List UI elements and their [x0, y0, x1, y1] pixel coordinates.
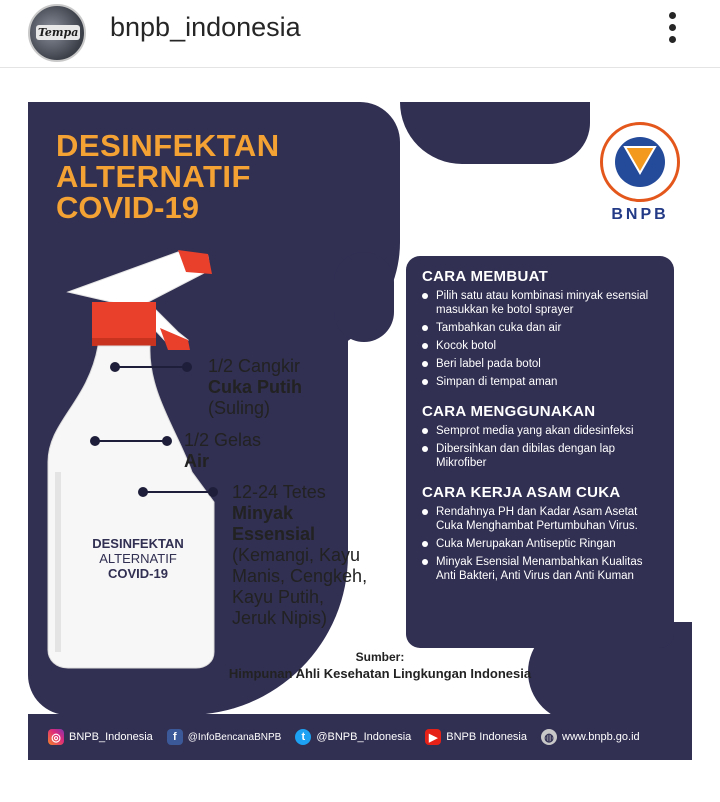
- ingredient-3: [232, 482, 367, 629]
- pointer-dot: [182, 362, 192, 372]
- footer-twitter: [295, 729, 411, 745]
- ingredient-3-amount: 12-24 Tetes: [232, 482, 326, 502]
- cara-menggunakan-list: [422, 424, 662, 470]
- cara-kerja-list: [422, 505, 662, 583]
- ingredient-1-note: (Suling): [208, 398, 271, 418]
- ingredient-3-name2: Essensial: [232, 524, 316, 544]
- title-line-2: ALTERNATIF: [56, 159, 251, 194]
- title-line-3: COVID-19: [56, 190, 199, 225]
- twitter-icon: t: [295, 729, 311, 745]
- list-item: Minyak Esensial Menambahkan Kualitas Anti Bakteri, Anti Virus dan Anti Kuman: [422, 555, 662, 583]
- username-link[interactable]: bnpb_indonesia: [110, 12, 301, 42]
- list-item: Cuka Merupakan Antiseptic Ringan: [422, 537, 662, 551]
- background-shape: [334, 252, 394, 342]
- footer-youtube: [425, 729, 527, 745]
- ingredient-1: [208, 356, 302, 419]
- ingredient-2-name: Air: [184, 451, 210, 471]
- ingredient-3-note4: Jeruk Nipis): [232, 608, 328, 628]
- globe-icon: ◍: [541, 729, 557, 745]
- ingredient-1-name: Cuka Putih: [208, 377, 303, 397]
- pointer-line: [94, 440, 166, 442]
- list-item: Dibersihkan dan dibilas dengan lap Mikrofiber: [422, 442, 662, 470]
- avatar-text: Tempa: [38, 26, 79, 39]
- footer-website: [541, 729, 640, 745]
- instructions-panel: [406, 256, 674, 648]
- list-item: Beri label pada botol: [422, 357, 662, 371]
- source-label: Sumber:: [355, 650, 405, 664]
- more-options-icon[interactable]: [664, 12, 680, 48]
- poster-title: [56, 130, 280, 223]
- avatar[interactable]: [28, 4, 86, 62]
- logo-text: BNPB: [611, 206, 669, 223]
- list-item: Tambahkan cuka dan air: [422, 321, 662, 335]
- bnpb-logo-icon: [600, 122, 680, 202]
- website-url: www.bnpb.go.id: [562, 731, 640, 743]
- section-title-cara-kerja: CARA KERJA ASAM CUKA: [422, 484, 621, 501]
- list-item: Semprot media yang akan didesinfeksi: [422, 424, 662, 438]
- instagram-handle: BNPB_Indonesia: [69, 731, 153, 743]
- list-item: Pilih satu atau kombinasi minyak esensial masukkan ke botol sprayer: [422, 289, 662, 317]
- bottle-label-line-2: ALTERNATIF: [99, 551, 177, 566]
- bottle-label-line-3: COVID-19: [108, 566, 168, 581]
- list-item: Simpan di tempat aman: [422, 375, 662, 389]
- facebook-handle: @InfoBencanaBNPB: [187, 731, 282, 743]
- bottle-label-line-1: DESINFEKTAN: [92, 536, 184, 551]
- twitter-handle: @BNPB_Indonesia: [316, 731, 412, 743]
- ingredient-3-note2: Manis, Cengkeh,: [232, 566, 368, 586]
- instagram-icon: ◎: [48, 729, 64, 745]
- ingredient-2-amount: 1/2 Gelas: [184, 430, 262, 450]
- post-image: [28, 102, 692, 776]
- ingredient-3-name: Minyak: [232, 503, 294, 523]
- section-title-cara-menggunakan: CARA MENGGUNAKAN: [422, 403, 596, 420]
- title-line-1: DESINFEKTAN: [56, 128, 280, 163]
- ingredient-3-note3: Kayu Putih,: [232, 587, 325, 607]
- post-header: [0, 0, 720, 68]
- pointer-dot: [208, 487, 218, 497]
- list-item: Rendahnya PH dan Kadar Asam Asetat Cuka Menghambat Pertumbuhan Virus.: [422, 505, 662, 533]
- bottle-label: [68, 536, 208, 581]
- ingredient-3-note1: (Kemangi, Kayu: [232, 545, 361, 565]
- background-shape: [400, 102, 590, 164]
- source-credit: [28, 650, 692, 681]
- footer-facebook: [167, 729, 282, 745]
- pointer-line: [142, 491, 212, 493]
- facebook-icon: f: [167, 729, 183, 745]
- footer-instagram: [48, 729, 153, 745]
- ingredient-1-amount: 1/2 Cangkir: [208, 356, 301, 376]
- ingredient-2: [184, 430, 261, 472]
- source-text: Himpunan Ahli Kesehatan Lingkungan Indonesia: [228, 666, 532, 681]
- pointer-line: [114, 366, 184, 368]
- pointer-dot: [162, 436, 172, 446]
- section-title-cara-membuat: CARA MEMBUAT: [422, 268, 549, 285]
- youtube-icon: ▶: [425, 729, 441, 745]
- cara-membuat-list: [422, 289, 662, 389]
- social-footer: [28, 714, 692, 760]
- list-item: Kocok botol: [422, 339, 662, 353]
- youtube-handle: BNPB Indonesia: [446, 731, 527, 743]
